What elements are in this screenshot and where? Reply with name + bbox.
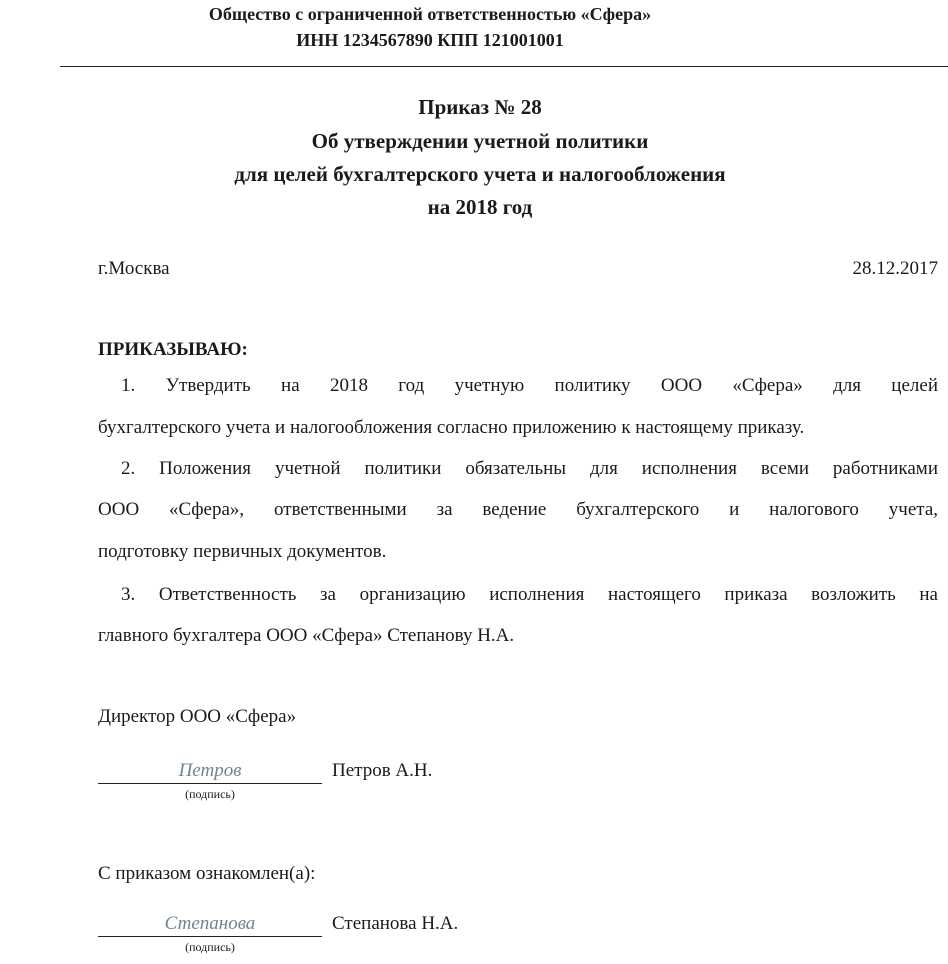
signature-caption: (подпись): [185, 787, 235, 801]
order-word: ПРИКАЗЫВАЮ:: [98, 339, 248, 360]
place: г.Москва: [98, 258, 170, 279]
item-2-line: 2. Положения учетной политики обязательны для исполнения всеми работниками: [121, 458, 938, 479]
item-3-line: главного бухгалтера ООО «Сфера» Степанову Н.А.: [98, 625, 515, 646]
item-2-line: ООО «Сфера», ответственными за ведение бухгалтерского и налогового учета,: [98, 499, 938, 520]
employee-signature: Степанова: [164, 913, 256, 934]
employee-name: Степанова Н.А.: [332, 913, 459, 934]
company-requisites: ИНН 1234567890 КПП 121001001: [296, 30, 564, 50]
item-3-line: 3. Ответственность за организацию исполнения настоящего приказа возложить на: [121, 584, 938, 605]
item-2-line: подготовку первичных документов.: [98, 541, 387, 562]
header-divider: [60, 66, 948, 67]
order-title-line: Об утверждении учетной политики: [311, 129, 649, 153]
date: 28.12.2017: [852, 258, 938, 279]
company-name: Общество с ограниченной ответственностью «Сфера»: [208, 4, 652, 24]
director-signature: Петров: [178, 760, 242, 781]
order-number: Приказ № 28: [418, 95, 542, 119]
signature-caption: (подпись): [185, 940, 235, 954]
order-title-line: на 2018 год: [427, 195, 533, 219]
acknowledged-label: С приказом ознакомлен(а):: [98, 863, 316, 884]
order-title-line: для целей бухгалтерского учета и налогообложения: [234, 162, 726, 186]
director-name: Петров А.Н.: [332, 760, 433, 781]
director-position: Директор ООО «Сфера»: [98, 706, 297, 727]
signature-line: [98, 783, 322, 784]
item-1-line: бухгалтерского учета и налогообложения согласно приложению к настоящему приказу.: [98, 417, 805, 438]
signature-line: [98, 936, 322, 937]
item-1-line: 1. Утвердить на 2018 год учетную политику ООО «Сфера» для целей: [121, 375, 938, 396]
